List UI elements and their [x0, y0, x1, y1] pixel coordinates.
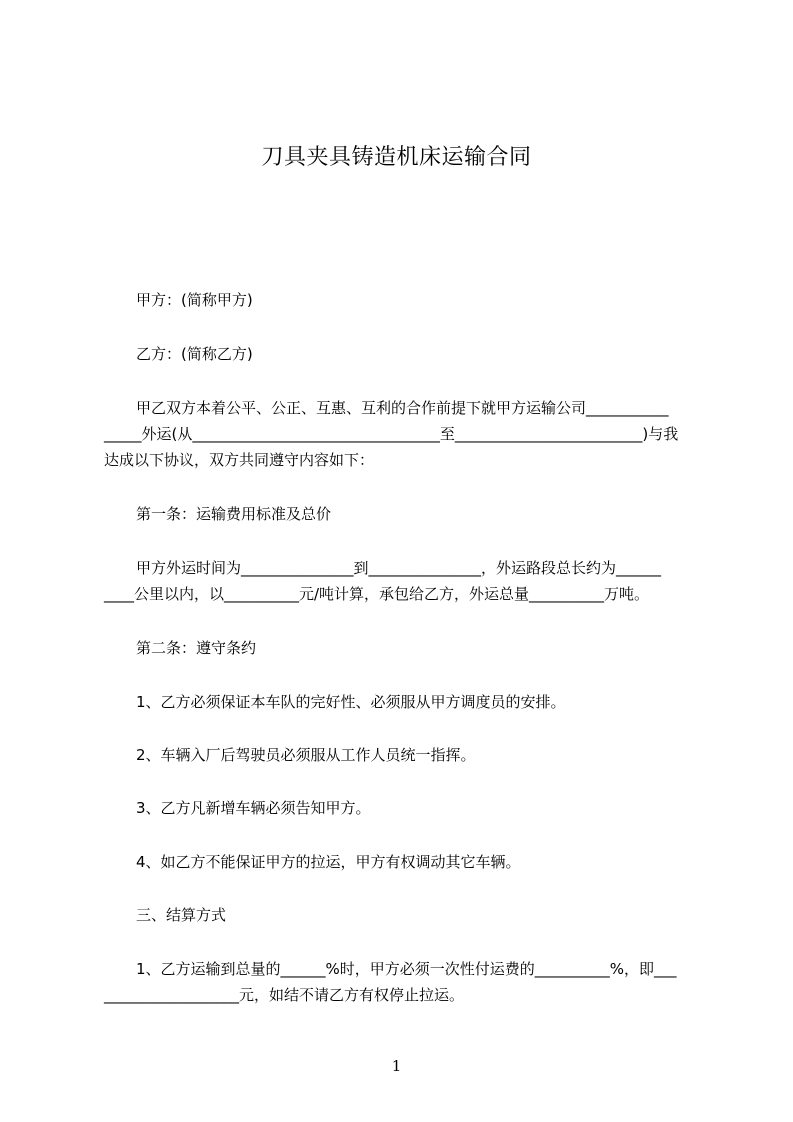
party-a-line	[104, 287, 704, 313]
article-1-line-2: ____公里以内，以__________元/吨计算，承包给乙方，外运总量__________万吨。	[104, 585, 650, 603]
intro-line-2: _____外运(从_________________________________至_________________________)与我	[104, 425, 679, 443]
article-1-title: 第一条：运输费用标准及总价	[136, 505, 332, 523]
article-2-item-1-text: 1、乙方必须保证本车队的完好性、必须服从甲方调度员的安排。	[136, 693, 566, 711]
intro-line-1: 甲乙双方本着公平、公正、互惠、互利的合作前提下就甲方运输公司___________	[136, 399, 669, 417]
article-2-item-3-text: 3、乙方凡新增车辆必须告知甲方。	[136, 799, 371, 817]
article-3-heading	[104, 902, 704, 928]
article-1-line-1: 甲方外运时间为_______________到_______________，外运路段总长约为______	[136, 559, 662, 577]
article-1-paragraph	[104, 555, 704, 607]
party-b-text: 乙方：(简称乙方)	[136, 345, 253, 363]
article-3-title: 三、结算方式	[136, 906, 227, 924]
article-2-item-2-text: 2、车辆入厂后驾驶员必须服从工作人员统一指挥。	[136, 746, 476, 764]
article-2-item-4-text: 4、如乙方不能保证甲方的拉运，甲方有权调动其它车辆。	[136, 853, 521, 871]
article-2-item-2	[104, 742, 704, 768]
intro-line-3: 达成以下协议，双方共同遵守内容如下：	[104, 451, 375, 469]
article-1-heading	[104, 501, 704, 527]
article-2-item-1	[104, 689, 704, 715]
document-title: 刀具夹具铸造机床运输合同	[261, 145, 532, 170]
article-3-item-1-line-1: 1、乙方运输到总量的______%时，甲方必须一次性付运费的__________%，即___	[136, 960, 677, 978]
party-a-text: 甲方：(简称甲方)	[136, 291, 253, 309]
article-2-item-3	[104, 795, 704, 821]
article-2-item-4	[104, 849, 704, 875]
article-3-item-1-line-2: __________________元，如结不请乙方有权停止拉运。	[104, 986, 465, 1004]
article-3-item-1	[104, 956, 704, 1008]
party-b-line	[104, 341, 704, 367]
intro-paragraph	[104, 395, 704, 473]
article-2-title: 第二条：遵守条约	[136, 639, 257, 657]
page-number: 1	[391, 1057, 402, 1075]
article-2-heading	[104, 635, 704, 661]
